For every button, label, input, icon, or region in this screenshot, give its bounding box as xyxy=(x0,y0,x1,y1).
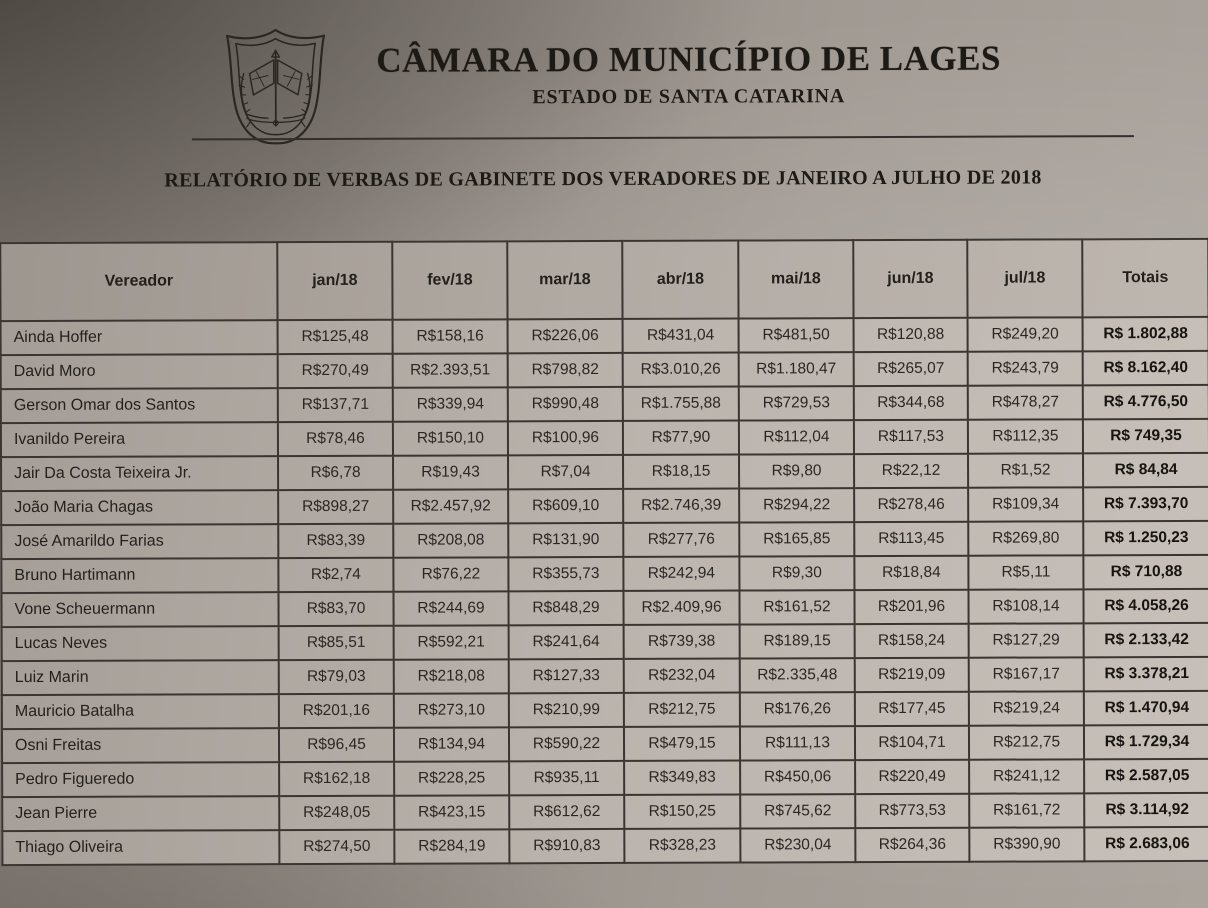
amount-cell: R$85,51 xyxy=(279,626,394,660)
amount-cell: R$612,62 xyxy=(509,795,624,829)
vereador-name-cell: Vone Scheuermann xyxy=(1,592,278,627)
amount-cell: R$265,07 xyxy=(854,352,968,386)
vereador-name-cell: Osni Freitas xyxy=(2,728,279,763)
amount-cell: R$278,46 xyxy=(854,488,968,522)
total-cell: R$ 3.114,92 xyxy=(1084,793,1208,827)
amount-cell: R$79,03 xyxy=(279,660,394,694)
amount-cell: R$328,23 xyxy=(624,829,740,863)
amount-cell: R$165,85 xyxy=(739,522,854,556)
amount-cell: R$78,46 xyxy=(278,422,393,456)
amount-cell: R$284,19 xyxy=(394,829,509,863)
amount-cell: R$177,45 xyxy=(855,692,969,726)
table-row xyxy=(1,521,1208,559)
amount-cell: R$131,90 xyxy=(508,523,623,557)
column-header-jul: jul/18 xyxy=(967,239,1082,317)
amount-cell: R$1.755,88 xyxy=(623,387,739,421)
amount-cell: R$228,25 xyxy=(394,761,509,795)
amount-cell: R$431,04 xyxy=(623,319,739,353)
table-row xyxy=(2,759,1208,797)
table-row xyxy=(1,555,1208,593)
amount-cell: R$134,94 xyxy=(394,727,509,761)
table-row xyxy=(2,691,1208,729)
amount-cell: R$120,88 xyxy=(854,318,968,352)
vereador-name-cell: Bruno Hartimann xyxy=(1,558,278,593)
amount-cell: R$2.457,92 xyxy=(393,489,508,523)
amount-cell: R$210,99 xyxy=(509,693,624,727)
total-cell: R$ 2.587,05 xyxy=(1084,759,1208,793)
amount-cell: R$125,48 xyxy=(278,320,393,354)
amount-cell: R$339,94 xyxy=(393,387,508,421)
amount-cell: R$161,52 xyxy=(739,590,854,624)
amount-cell: R$848,29 xyxy=(508,591,623,625)
total-cell: R$ 710,88 xyxy=(1083,555,1208,589)
amount-cell: R$294,22 xyxy=(739,488,854,522)
amount-cell: R$220,49 xyxy=(855,760,969,794)
amount-cell: R$161,72 xyxy=(969,793,1084,827)
column-header-fev: fev/18 xyxy=(392,241,507,319)
amount-cell: R$244,69 xyxy=(393,591,508,625)
amount-cell: R$264,36 xyxy=(855,828,969,862)
amount-cell: R$19,43 xyxy=(393,455,508,489)
amount-cell: R$590,22 xyxy=(509,727,624,761)
table-row xyxy=(1,487,1208,525)
total-cell: R$ 1.470,94 xyxy=(1084,691,1208,725)
amount-cell: R$112,35 xyxy=(968,419,1083,453)
amount-cell: R$219,24 xyxy=(969,691,1084,725)
amount-cell: R$137,71 xyxy=(278,388,393,422)
amount-cell: R$189,15 xyxy=(740,624,855,658)
municipal-coat-of-arms-icon xyxy=(213,25,339,147)
amount-cell: R$104,71 xyxy=(855,726,969,760)
amount-cell: R$481,50 xyxy=(739,318,854,352)
amount-cell: R$270,49 xyxy=(278,354,393,388)
amount-cell: R$9,30 xyxy=(739,556,854,590)
table-row xyxy=(1,589,1208,627)
table-row xyxy=(1,317,1208,355)
vereador-name-cell: Lucas Neves xyxy=(2,626,279,661)
amount-cell: R$242,94 xyxy=(623,557,739,591)
amount-cell: R$592,21 xyxy=(394,625,509,659)
amount-cell: R$22,12 xyxy=(854,454,968,488)
amount-cell: R$739,38 xyxy=(624,625,740,659)
amount-cell: R$910,83 xyxy=(509,829,624,863)
vereador-name-cell: João Maria Chagas xyxy=(1,490,278,525)
amount-cell: R$83,39 xyxy=(278,524,393,558)
amount-cell: R$2,74 xyxy=(278,558,393,592)
amount-cell: R$226,06 xyxy=(508,319,623,353)
total-cell: R$ 1.802,88 xyxy=(1083,317,1208,351)
amount-cell: R$249,20 xyxy=(968,317,1083,351)
amount-cell: R$478,27 xyxy=(968,385,1083,419)
amount-cell: R$201,16 xyxy=(279,694,394,728)
amount-cell: R$219,09 xyxy=(855,658,969,692)
column-header-mai: mai/18 xyxy=(738,240,853,318)
total-cell: R$ 4.058,26 xyxy=(1083,589,1208,623)
amount-cell: R$111,13 xyxy=(740,726,855,760)
amount-cell: R$76,22 xyxy=(393,557,508,591)
amount-cell: R$423,15 xyxy=(394,795,509,829)
amount-cell: R$349,83 xyxy=(624,761,740,795)
amount-cell: R$112,04 xyxy=(739,420,854,454)
org-name: CÂMARA DO MUNICÍPIO DE LAGES xyxy=(376,38,1001,80)
amount-cell: R$150,25 xyxy=(624,795,740,829)
column-header-vereador: Vereador xyxy=(0,242,277,321)
table-row xyxy=(1,351,1208,389)
vereador-name-cell: Luiz Marin xyxy=(2,660,279,695)
amount-cell: R$162,18 xyxy=(279,762,394,796)
vereador-name-cell: José Amarildo Farias xyxy=(1,524,278,559)
amount-cell: R$127,33 xyxy=(509,659,624,693)
vereador-name-cell: Gerson Omar dos Santos xyxy=(1,388,278,423)
total-cell: R$ 7.393,70 xyxy=(1083,487,1208,521)
amount-cell: R$7,04 xyxy=(508,455,623,489)
amount-cell: R$212,75 xyxy=(624,693,740,727)
column-header-abr: abr/18 xyxy=(622,241,738,319)
amount-cell: R$113,45 xyxy=(854,522,968,556)
amount-cell: R$274,50 xyxy=(279,830,394,864)
column-header-totais: Totais xyxy=(1082,239,1208,317)
amount-cell: R$2.335,48 xyxy=(740,658,855,692)
amount-cell: R$18,15 xyxy=(623,455,739,489)
amount-cell: R$390,90 xyxy=(969,827,1084,861)
amount-cell: R$773,53 xyxy=(855,794,969,828)
total-cell: R$ 84,84 xyxy=(1083,453,1208,487)
vereador-name-cell: Ivanildo Pereira xyxy=(1,422,278,457)
amount-cell: R$127,29 xyxy=(969,623,1084,657)
amount-cell: R$232,04 xyxy=(624,659,740,693)
amount-cell: R$990,48 xyxy=(508,387,623,421)
amount-cell: R$117,53 xyxy=(854,420,968,454)
total-cell: R$ 3.378,21 xyxy=(1084,657,1208,691)
vereador-name-cell: Mauricio Batalha xyxy=(2,694,279,729)
amount-cell: R$230,04 xyxy=(740,828,855,862)
amount-cell: R$3.010,26 xyxy=(623,353,739,387)
amount-cell: R$2.409,96 xyxy=(623,591,739,625)
column-header-jan: jan/18 xyxy=(277,242,392,320)
total-cell: R$ 2.133,42 xyxy=(1084,623,1208,657)
column-header-jun: jun/18 xyxy=(853,240,967,318)
amount-cell: R$935,11 xyxy=(509,761,624,795)
amount-cell: R$1.180,47 xyxy=(739,352,854,386)
expenses-table xyxy=(0,238,1208,866)
amount-cell: R$248,05 xyxy=(279,796,394,830)
amount-cell: R$158,24 xyxy=(855,624,969,658)
org-subtitle: ESTADO DE SANTA CATARINA xyxy=(532,85,846,109)
vereador-name-cell: Jean Pierre xyxy=(2,796,279,831)
amount-cell: R$109,34 xyxy=(968,487,1083,521)
table-body xyxy=(1,317,1208,865)
amount-cell: R$150,10 xyxy=(393,421,508,455)
amount-cell: R$108,14 xyxy=(968,589,1083,623)
table-row xyxy=(2,657,1208,695)
amount-cell: R$167,17 xyxy=(969,657,1084,691)
column-header-mar: mar/18 xyxy=(507,241,622,319)
amount-cell: R$355,73 xyxy=(508,557,623,591)
total-cell: R$ 8.162,40 xyxy=(1083,351,1208,385)
vereador-name-cell: Pedro Figueredo xyxy=(2,762,279,797)
table-row xyxy=(2,793,1208,831)
amount-cell: R$158,16 xyxy=(393,319,508,353)
amount-cell: R$2.746,39 xyxy=(623,489,739,523)
letterhead xyxy=(328,0,1048,110)
table-row xyxy=(1,453,1208,491)
total-cell: R$ 1.250,23 xyxy=(1083,521,1208,555)
amount-cell: R$344,68 xyxy=(854,386,968,420)
amount-cell: R$96,45 xyxy=(279,728,394,762)
amount-cell: R$208,08 xyxy=(393,523,508,557)
amount-cell: R$479,15 xyxy=(624,727,740,761)
table-row xyxy=(2,827,1208,865)
amount-cell: R$450,06 xyxy=(740,760,855,794)
vereador-name-cell: David Moro xyxy=(1,354,278,389)
amount-cell: R$6,78 xyxy=(278,456,393,490)
amount-cell: R$273,10 xyxy=(394,693,509,727)
vereador-name-cell: Jair Da Costa Teixeira Jr. xyxy=(1,456,278,491)
amount-cell: R$83,70 xyxy=(278,592,393,626)
amount-cell: R$2.393,51 xyxy=(393,353,508,387)
amount-cell: R$269,80 xyxy=(968,521,1083,555)
amount-cell: R$609,10 xyxy=(508,489,623,523)
amount-cell: R$241,12 xyxy=(969,759,1084,793)
total-cell: R$ 1.729,34 xyxy=(1084,725,1208,759)
amount-cell: R$201,96 xyxy=(854,590,968,624)
amount-cell: R$729,53 xyxy=(739,386,854,420)
amount-cell: R$100,96 xyxy=(508,421,623,455)
report-title: RELATÓRIO DE VERBAS DE GABINETE DOS VERADORES DE JANEIRO A JULHO DE 2018 xyxy=(164,166,1042,192)
amount-cell: R$77,90 xyxy=(623,421,739,455)
amount-cell: R$798,82 xyxy=(508,353,623,387)
vereador-name-cell: Thiago Oliveira xyxy=(2,830,279,865)
table-header-row xyxy=(0,239,1208,321)
amount-cell: R$898,27 xyxy=(278,490,393,524)
amount-cell: R$176,26 xyxy=(740,692,855,726)
table-row xyxy=(1,419,1208,457)
amount-cell: R$218,08 xyxy=(394,659,509,693)
amount-cell: R$243,79 xyxy=(968,351,1083,385)
total-cell: R$ 749,35 xyxy=(1083,419,1208,453)
table-row xyxy=(1,385,1208,423)
amount-cell: R$212,75 xyxy=(969,725,1084,759)
amount-cell: R$1,52 xyxy=(968,453,1083,487)
amount-cell: R$745,62 xyxy=(740,794,855,828)
amount-cell: R$18,84 xyxy=(854,556,968,590)
amount-cell: R$9,80 xyxy=(739,454,854,488)
table-row xyxy=(2,725,1208,763)
total-cell: R$ 2.683,06 xyxy=(1084,827,1208,861)
vereador-name-cell: Ainda Hoffer xyxy=(1,320,278,355)
table-row xyxy=(2,623,1208,661)
amount-cell: R$5,11 xyxy=(968,555,1083,589)
amount-cell: R$277,76 xyxy=(623,523,739,557)
total-cell: R$ 4.776,50 xyxy=(1083,385,1208,419)
amount-cell: R$241,64 xyxy=(509,625,624,659)
